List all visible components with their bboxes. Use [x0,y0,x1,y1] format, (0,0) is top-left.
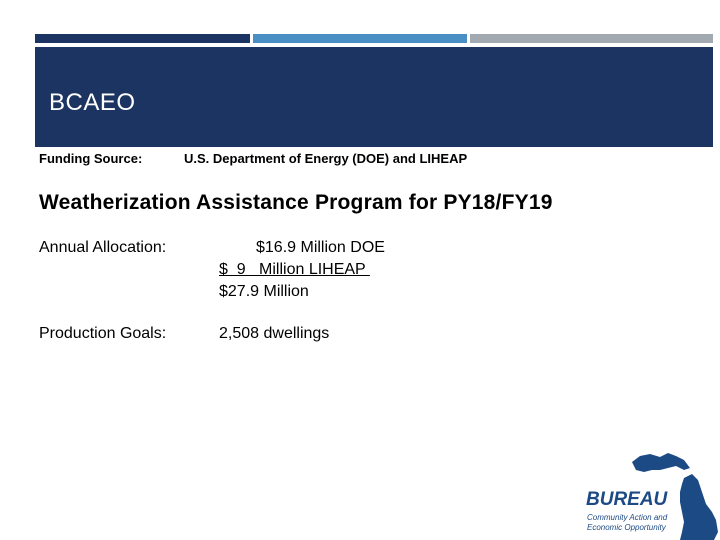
production-goals-label: Production Goals: [39,325,167,342]
top-stripe-dark [35,34,250,43]
allocation-total: $27.9 Million [219,283,309,300]
header-band [35,47,713,147]
allocation-doe: $16.9 Million DOE [256,239,385,256]
logo-tagline-1: Community Action and [587,513,668,522]
top-stripe-blue [253,34,467,43]
program-title: Weatherization Assistance Program for PY18/FY19 [39,191,553,214]
logo-tagline-2: Economic Opportunity [587,523,666,532]
logo-wordmark: BUREAU [586,489,668,510]
production-goals-value: 2,508 dwellings [219,325,330,342]
annual-allocation-label: Annual Allocation: [39,239,167,256]
bureau-logo [580,448,720,540]
top-stripe-gray [470,34,713,43]
funding-source-label: Funding Source: [39,151,143,166]
header-title: BCAEO [49,89,136,116]
funding-source-value: U.S. Department of Energy (DOE) and LIHEAP [184,151,468,166]
allocation-liheap: $ 9 Million LIHEAP [219,261,370,278]
